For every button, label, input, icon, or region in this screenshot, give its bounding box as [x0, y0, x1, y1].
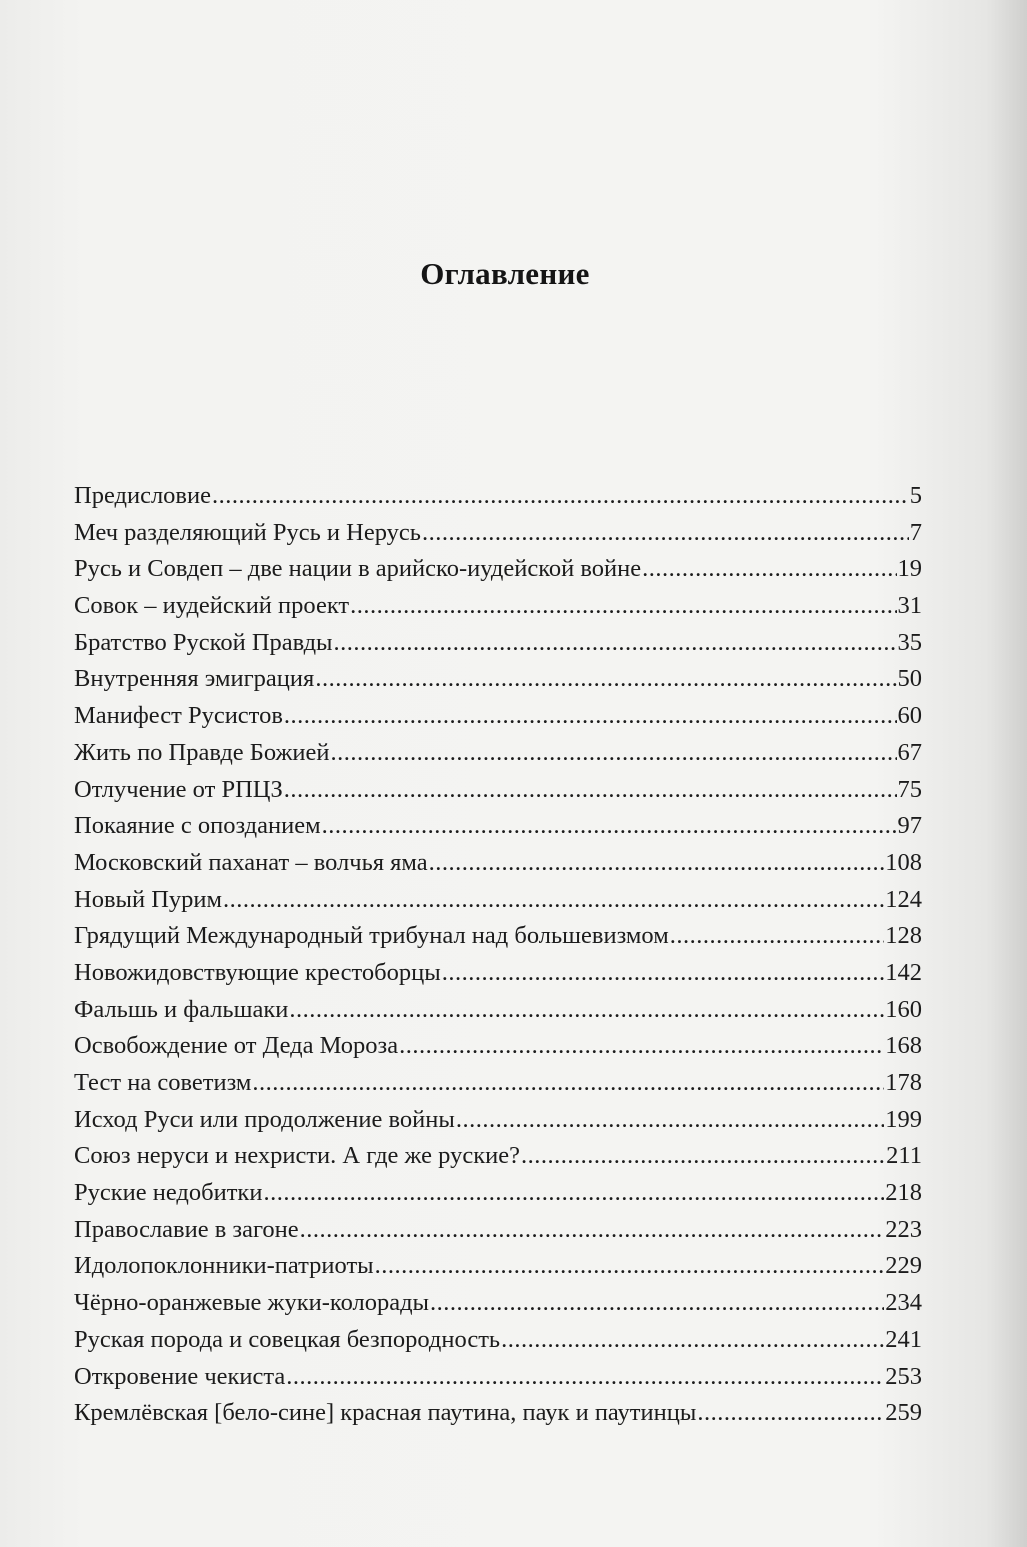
- toc-entry-page-number: 211: [886, 1142, 922, 1170]
- toc-entry: [74, 1248, 922, 1285]
- toc-dot-leader: [642, 551, 896, 588]
- toc-entry-page-number: 253: [885, 1362, 922, 1390]
- toc-entry-title: Исход Руси или продолжение войны: [74, 1105, 455, 1133]
- toc-dot-leader: [284, 698, 897, 735]
- toc-entry-page-number: 31: [897, 592, 922, 620]
- toc-entry: [74, 1285, 922, 1322]
- toc-entry-title: Совок – иудейский проект: [74, 592, 350, 620]
- toc-dot-leader: [399, 1028, 884, 1065]
- toc-entry-title: Союз неруси и нехристи. А где же руские?: [74, 1142, 520, 1170]
- toc-entry-title: Откровение чекиста: [74, 1362, 286, 1390]
- toc-entry: [74, 515, 922, 552]
- toc-entry: [74, 955, 922, 992]
- toc-entry-title: Фальшь и фальшаки: [74, 995, 289, 1023]
- toc-entry: [74, 882, 922, 919]
- toc-entry: [74, 625, 922, 662]
- toc-entry-title: Руская порода и совецкая безпородность: [74, 1325, 501, 1353]
- toc-entry: [74, 1138, 922, 1175]
- toc-entry-page-number: 67: [897, 738, 922, 766]
- toc-entry-page-number: 234: [885, 1289, 922, 1317]
- toc-dot-leader: [286, 1359, 884, 1396]
- toc-entry-page-number: 160: [885, 995, 922, 1023]
- toc-entry: [74, 918, 922, 955]
- toc-dot-leader: [331, 735, 897, 772]
- toc-entry: [74, 735, 922, 772]
- toc-entry: [74, 661, 922, 698]
- toc-entry: [74, 588, 922, 625]
- toc-entry-page-number: 108: [885, 848, 922, 876]
- toc-entry-page-number: 241: [885, 1325, 922, 1353]
- toc-entry-page-number: 218: [885, 1179, 922, 1207]
- toc-dot-leader: [252, 1065, 884, 1102]
- toc-entry-page-number: 7: [909, 518, 922, 546]
- toc-entry-title: Братство Руской Правды: [74, 628, 333, 656]
- toc-entry: [74, 1359, 922, 1396]
- toc-entry-page-number: 60: [897, 702, 922, 730]
- toc-entry-page-number: 178: [885, 1069, 922, 1096]
- toc-entry-title: Отлучение от РПЦЗ: [74, 775, 283, 803]
- toc-dot-leader: [456, 1102, 884, 1139]
- toc-entry: [74, 1175, 922, 1212]
- toc-entry-page-number: 97: [897, 812, 922, 840]
- toc-entry: [74, 1322, 922, 1359]
- toc-entry: [74, 1212, 922, 1249]
- toc-entry-title: Меч разделяющий Русь и Нерусь: [74, 518, 421, 546]
- toc-entry-title: Московский паханат – волчья яма: [74, 848, 428, 876]
- page-title: Оглавление: [420, 256, 590, 291]
- toc-dot-leader: [300, 1212, 885, 1249]
- toc-entry-title: Предисловие: [74, 482, 211, 509]
- toc-dot-leader: [212, 478, 909, 515]
- toc-entry: [74, 772, 922, 809]
- toc-entry: [74, 808, 922, 845]
- toc-entry: [74, 698, 922, 735]
- toc-entry-title: Новожидовствующие крестоборцы: [74, 958, 441, 986]
- toc-entry-title: Жить по Правде Божией: [74, 738, 330, 766]
- toc-entry-title: Тест на советизм: [74, 1069, 252, 1096]
- toc-entry: [74, 1102, 922, 1139]
- toc-entry-page-number: 19: [897, 555, 922, 583]
- toc-entry-title: Русь и Совдеп – две нации в арийско-иудейской войне: [74, 555, 642, 583]
- toc-entry-title: Руские недобитки: [74, 1179, 263, 1207]
- toc-entry-title: Покаяние с опозданием: [74, 812, 321, 840]
- toc-entry-page-number: 223: [885, 1215, 922, 1243]
- toc-entry-page-number: 75: [897, 775, 922, 803]
- toc-entry-page-number: 229: [885, 1252, 922, 1280]
- toc-dot-leader: [263, 1175, 884, 1212]
- toc-entry: [74, 478, 922, 515]
- toc-entry-title: Освобождение от Деда Мороза: [74, 1032, 399, 1060]
- toc-dot-leader: [430, 1285, 884, 1322]
- toc-entry-title: Кремлёвская [бело-сине] красная паутина, паук и паутинцы: [74, 1399, 697, 1427]
- toc-entry: [74, 1395, 922, 1432]
- toc-entry-title: Новый Пурим: [74, 885, 223, 913]
- toc-entry-page-number: 5: [909, 482, 922, 509]
- toc-dot-leader: [429, 845, 885, 882]
- toc-entry-page-number: 199: [885, 1105, 922, 1133]
- toc-dot-leader: [223, 882, 884, 919]
- toc-entry: [74, 992, 922, 1029]
- table-of-contents: [74, 478, 922, 1432]
- toc-dot-leader: [284, 772, 897, 809]
- toc-dot-leader: [375, 1248, 885, 1285]
- toc-entry: [74, 845, 922, 882]
- toc-entry-page-number: 128: [885, 922, 922, 950]
- toc-entry-title: Манифест Русистов: [74, 702, 283, 730]
- toc-entry-title: Внутренняя эмиграция: [74, 665, 315, 693]
- toc-dot-leader: [289, 992, 884, 1029]
- toc-entry: [74, 551, 922, 588]
- toc-dot-leader: [322, 808, 897, 845]
- toc-entry-title: Чёрно-оранжевые жуки-колорады: [74, 1289, 430, 1317]
- toc-dot-leader: [521, 1138, 885, 1175]
- toc-dot-leader: [334, 625, 897, 662]
- toc-entry: [74, 1028, 922, 1065]
- toc-entry-page-number: 50: [897, 665, 922, 693]
- toc-entry: [74, 1065, 922, 1102]
- toc-entry-title: Православие в загоне: [74, 1215, 299, 1243]
- toc-dot-leader: [442, 955, 885, 992]
- toc-entry-page-number: 168: [885, 1032, 922, 1060]
- toc-entry-page-number: 124: [885, 885, 922, 913]
- toc-entry-title: Идолопоклонники-патриоты: [74, 1252, 374, 1280]
- toc-entry-title: Грядущий Международный трибунал над большевизмом: [74, 922, 669, 950]
- toc-entry-page-number: 259: [885, 1399, 922, 1427]
- toc-dot-leader: [315, 661, 896, 698]
- toc-dot-leader: [697, 1395, 884, 1432]
- toc-dot-leader: [670, 918, 885, 955]
- toc-entry-page-number: 35: [897, 628, 922, 656]
- toc-dot-leader: [501, 1322, 884, 1359]
- toc-entry-page-number: 142: [885, 958, 922, 986]
- toc-dot-leader: [350, 588, 896, 625]
- toc-dot-leader: [422, 515, 909, 552]
